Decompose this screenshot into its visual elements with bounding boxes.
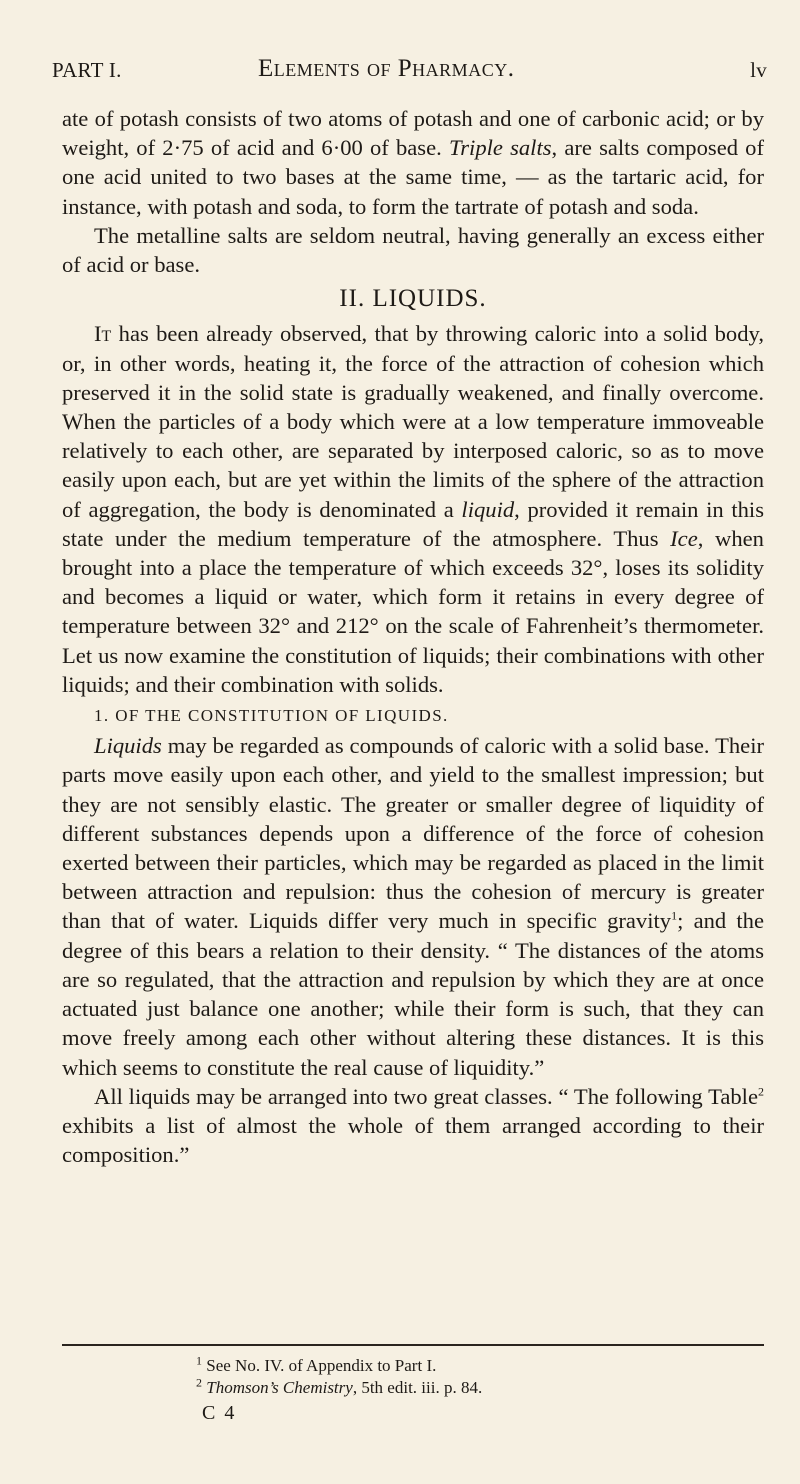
paragraph-classes (62, 1082, 764, 1170)
footnote-mark: 2 (196, 1375, 202, 1390)
section-heading: II. LIQUIDS. (339, 285, 487, 313)
footnote-ref-1: 1 (671, 908, 678, 923)
header-title: Elements of Pharmacy. (258, 55, 515, 82)
term-ice: Ice (670, 525, 698, 551)
footnote-1 (62, 1355, 764, 1377)
paragraph-salts (62, 104, 764, 221)
footnotes (62, 1355, 764, 1399)
footnote-text: , 5th edit. iii. p. 84. (352, 1378, 483, 1397)
page-number: lv (750, 58, 767, 82)
footnote-ref-2: 2 (758, 1084, 764, 1099)
footnote-mark: 1 (196, 1353, 202, 1368)
paragraph-constitution (62, 731, 764, 1081)
text-run: exhibits a list of almost the whole of them arranged according to their composition.” (62, 1112, 764, 1168)
text-run: All liquids may be arranged into two great classes. “ The following Table (94, 1083, 758, 1109)
text-run: ; and the degree of this bears a relation to their density. “ The distances of the atoms are so regulated, that the attraction and repulsion by which they are at once actuated just balance one another; while their form is such, that they can move freely among each other without altering these distances. It is this which seems to constitute the real cause of liquidity.” (62, 908, 764, 1080)
footnote-2 (62, 1377, 764, 1399)
text-run: , are salts composed of one acid united to two bases at the same time, — as the tartaric acid, for instance, with potash and soda, to form the tartrate of potash and soda. (62, 135, 765, 219)
term-triple-salts: Triple salts (448, 135, 552, 161)
paragraph-metalline: The metalline salts are seldom neutral, having generally an excess either of acid or base. (62, 222, 764, 278)
subsection-heading: 1. OF THE CONSTITUTION OF LIQUIDS. (94, 706, 449, 726)
lead-word: It (94, 321, 112, 347)
term-liquids: Liquids (94, 733, 162, 759)
running-header (52, 55, 767, 88)
text-run: , when brought into a place the temperature of which exceeds 32°, loses its solidity and becomes a liquid or water, which form it retains in every degree of temperature between 32° and 212° on the scale of Fahrenheit’s thermometer. Let us now examine the constitution of liquids; their combinations with other liquids; and their combination with solids. (62, 525, 764, 697)
header-part-label: PART I. (52, 58, 122, 82)
footnote-text: See No. IV. of Appendix to Part I. (202, 1356, 437, 1375)
signature-mark: C 4 (202, 1402, 237, 1424)
footnote-source-title: Thomson’s Chemistry (202, 1378, 353, 1397)
footnote-rule (62, 1344, 764, 1346)
body-text (62, 104, 764, 1169)
text-run: may be regarded as compounds of caloric with a solid base. Their parts move easily upon each other, and yield to the smallest impression; but they are not sensibly elastic. The greater or smaller degree of liquidity of different substances depends upon a difference of the force of cohesion exerted between their particles, which may be regarded as placed in the limit between attraction and repulsion: thus the cohesion of mercury is greater than that of water. Liquids differ very much in specific gravity (62, 733, 764, 934)
paragraph-liquids-intro (62, 319, 764, 699)
text-run: ate of potash consists of two atoms of potash and one of carbonic acid; or by weight, of 2·75 of acid and 6·00 of base. (62, 106, 764, 161)
text-run: , provided it remain in this state under the medium temperature of the atmosphere. Thus (62, 496, 764, 551)
text-run: has been already observed, that by throwing caloric into a solid body, or, in other words, heating it, the force of the attraction of cohesion which preserved it in the solid state is gradually weakened, and finally overcome. When the particles of a body which were at a low temperature immoveable relatively to each other, are separated by interposed caloric, so as to move easily upon each, but are yet within the limits of the sphere of the attraction of aggregation, the body is denominated a (62, 321, 764, 522)
term-liquid: liquid (461, 496, 515, 522)
